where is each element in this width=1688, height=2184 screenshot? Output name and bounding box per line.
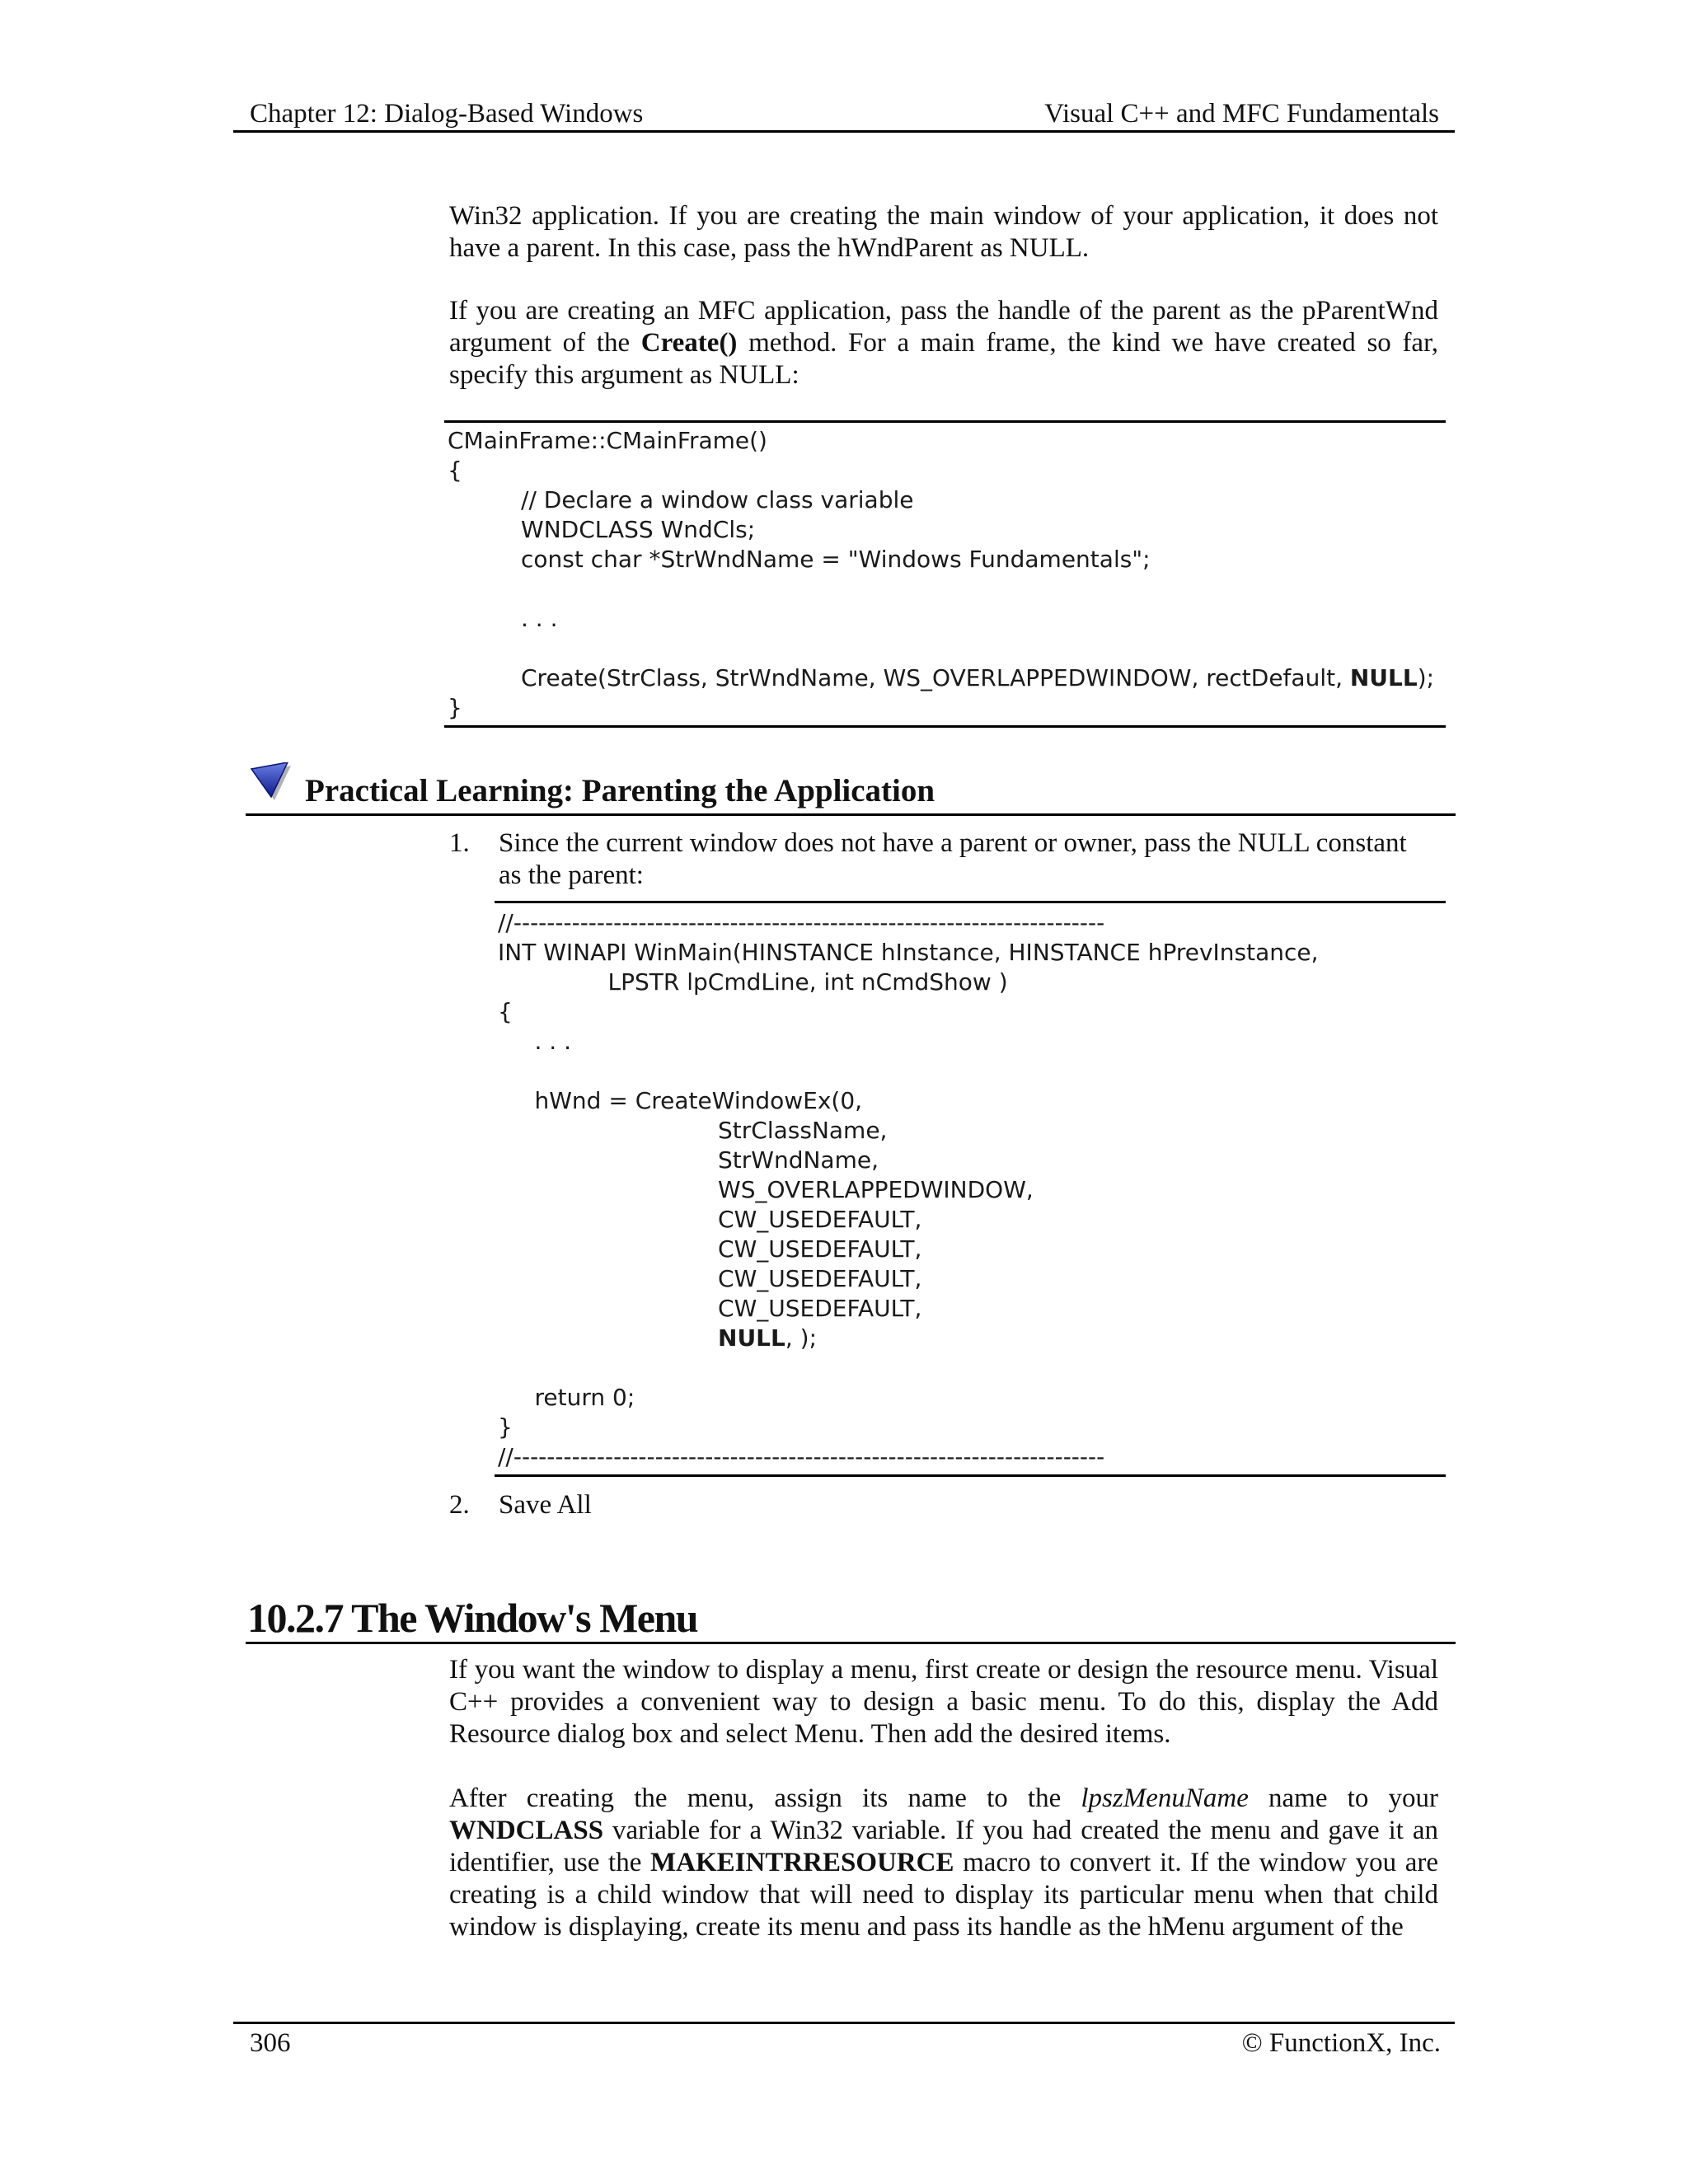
practical-learning-heading: Practical Learning: Parenting the Application bbox=[305, 773, 935, 808]
header-rule bbox=[233, 130, 1455, 133]
blue-triangle-icon bbox=[250, 762, 293, 802]
code-line: . . . bbox=[448, 605, 558, 632]
step-1-text: Since the current window does not have a parent or owner, pass the NULL constant as the parent: bbox=[499, 828, 1407, 890]
code-line: } bbox=[448, 694, 462, 721]
code-block-1-bottom-rule bbox=[444, 725, 1446, 728]
code-block-1-top-rule bbox=[444, 420, 1446, 423]
step-2-number: 2. bbox=[449, 1490, 470, 1520]
practical-heading-rule bbox=[246, 813, 1456, 816]
code-line: StrClassName, bbox=[498, 1117, 888, 1144]
intro-paragraph-1: Win32 application. If you are creating the main window of your application, it does not have a parent. In this case, pass the hWndParent as NULL. bbox=[449, 201, 1438, 263]
code-line: return 0; bbox=[498, 1384, 635, 1411]
section-heading: 10.2.7 The Window's Menu bbox=[247, 1595, 698, 1641]
code-block-1 bbox=[448, 426, 1434, 723]
section-p2-d: macro to convert it. If the window you are creating is a child window that will need to display its particular menu when that child window is displaying, create its menu and pass its handle as the hMenu argument of the bbox=[449, 1848, 1438, 1942]
code-line: LPSTR lpCmdLine, int nCmdShow ) bbox=[498, 968, 1008, 996]
code-line: CW_USEDEFAULT, bbox=[498, 1206, 922, 1233]
intro-paragraph-2 bbox=[449, 295, 1438, 391]
section-paragraph-1: If you want the window to display a menu, first create or design the resource menu. Visual C++ provides a convenient way to design a basic menu. To do this, display the Add Resource dialog box and select Menu. Then add the desired items. bbox=[449, 1655, 1438, 1749]
code-block-2 bbox=[498, 908, 1319, 1472]
code-line: { bbox=[448, 457, 462, 484]
code-block-2-bottom-rule bbox=[495, 1474, 1446, 1477]
makeintrresource-term: MAKEINTRRESOURCE bbox=[649, 1848, 954, 1877]
section-p2-c: variable for a Win32 variable. If you had created the menu and gave it an identifier, use the bbox=[449, 1816, 1438, 1877]
section-paragraph-2 bbox=[449, 1783, 1438, 1943]
step-1-number: 1. bbox=[449, 828, 470, 858]
page-number: 306 bbox=[250, 2028, 291, 2058]
lpszmenuname-term: lpszMenuName bbox=[1081, 1783, 1249, 1813]
code-line-end: ); bbox=[1417, 664, 1435, 691]
section-p2-b: name to your bbox=[1248, 1783, 1438, 1813]
code-line: const char *StrWndName = "Windows Fundamentals"; bbox=[448, 546, 1151, 573]
code-line: StrWndName, bbox=[498, 1146, 879, 1174]
intro-p2-before: If you are creating an MFC application, pass the handle of the parent as the pParentWnd argument of the bbox=[449, 296, 1438, 358]
copyright-notice: © FunctionX, Inc. bbox=[1241, 2028, 1441, 2058]
code-null-keyword: NULL bbox=[1349, 664, 1418, 691]
wndclass-term: WNDCLASS bbox=[449, 1816, 604, 1845]
create-method-name: Create() bbox=[640, 328, 738, 358]
code-line: } bbox=[498, 1413, 513, 1441]
code-block-2-lines bbox=[498, 908, 1319, 1472]
code-line: WNDCLASS WndCls; bbox=[448, 516, 756, 543]
code-null-keyword: NULL bbox=[718, 1324, 785, 1352]
footer-rule bbox=[233, 2022, 1455, 2024]
code-line: CW_USEDEFAULT, bbox=[498, 1235, 922, 1263]
section-p2-a: After creating the menu, assign its name to the bbox=[449, 1783, 1081, 1813]
code-line: INT WINAPI WinMain(HINSTANCE hInstance, HINSTANCE hPrevInstance, bbox=[498, 939, 1319, 966]
code-line-end: , ); bbox=[785, 1324, 818, 1352]
code-line: { bbox=[498, 998, 513, 1025]
code-line: WS_OVERLAPPEDWINDOW, bbox=[498, 1176, 1034, 1203]
code-indent bbox=[498, 1324, 718, 1352]
code-block-1-lines bbox=[448, 426, 1434, 723]
code-line: hWnd = CreateWindowEx(0, bbox=[498, 1087, 863, 1114]
code-line: //----------------------------------------------------------------------- bbox=[498, 909, 1105, 936]
code-block-2-top-rule bbox=[495, 901, 1446, 903]
code-line: CW_USEDEFAULT, bbox=[498, 1265, 922, 1292]
code-line: Create(StrClass, StrWndName, WS_OVERLAPPEDWINDOW, rectDefault, bbox=[448, 664, 1350, 691]
section-heading-rule bbox=[246, 1642, 1456, 1644]
code-line: CMainFrame::CMainFrame() bbox=[448, 427, 767, 454]
running-header-book: Visual C++ and MFC Fundamentals bbox=[1044, 99, 1439, 129]
code-line: CW_USEDEFAULT, bbox=[498, 1295, 922, 1322]
step-2-text: Save All bbox=[499, 1490, 592, 1520]
code-line: // Declare a window class variable bbox=[448, 486, 914, 513]
intro-p2-after: method. For a main frame, the kind we have created so far, specify this argument as NULL: bbox=[449, 328, 1438, 390]
code-line: //----------------------------------------------------------------------- bbox=[498, 1443, 1105, 1470]
running-header-chapter: Chapter 12: Dialog-Based Windows bbox=[250, 99, 644, 129]
code-line: . . . bbox=[498, 1028, 572, 1055]
